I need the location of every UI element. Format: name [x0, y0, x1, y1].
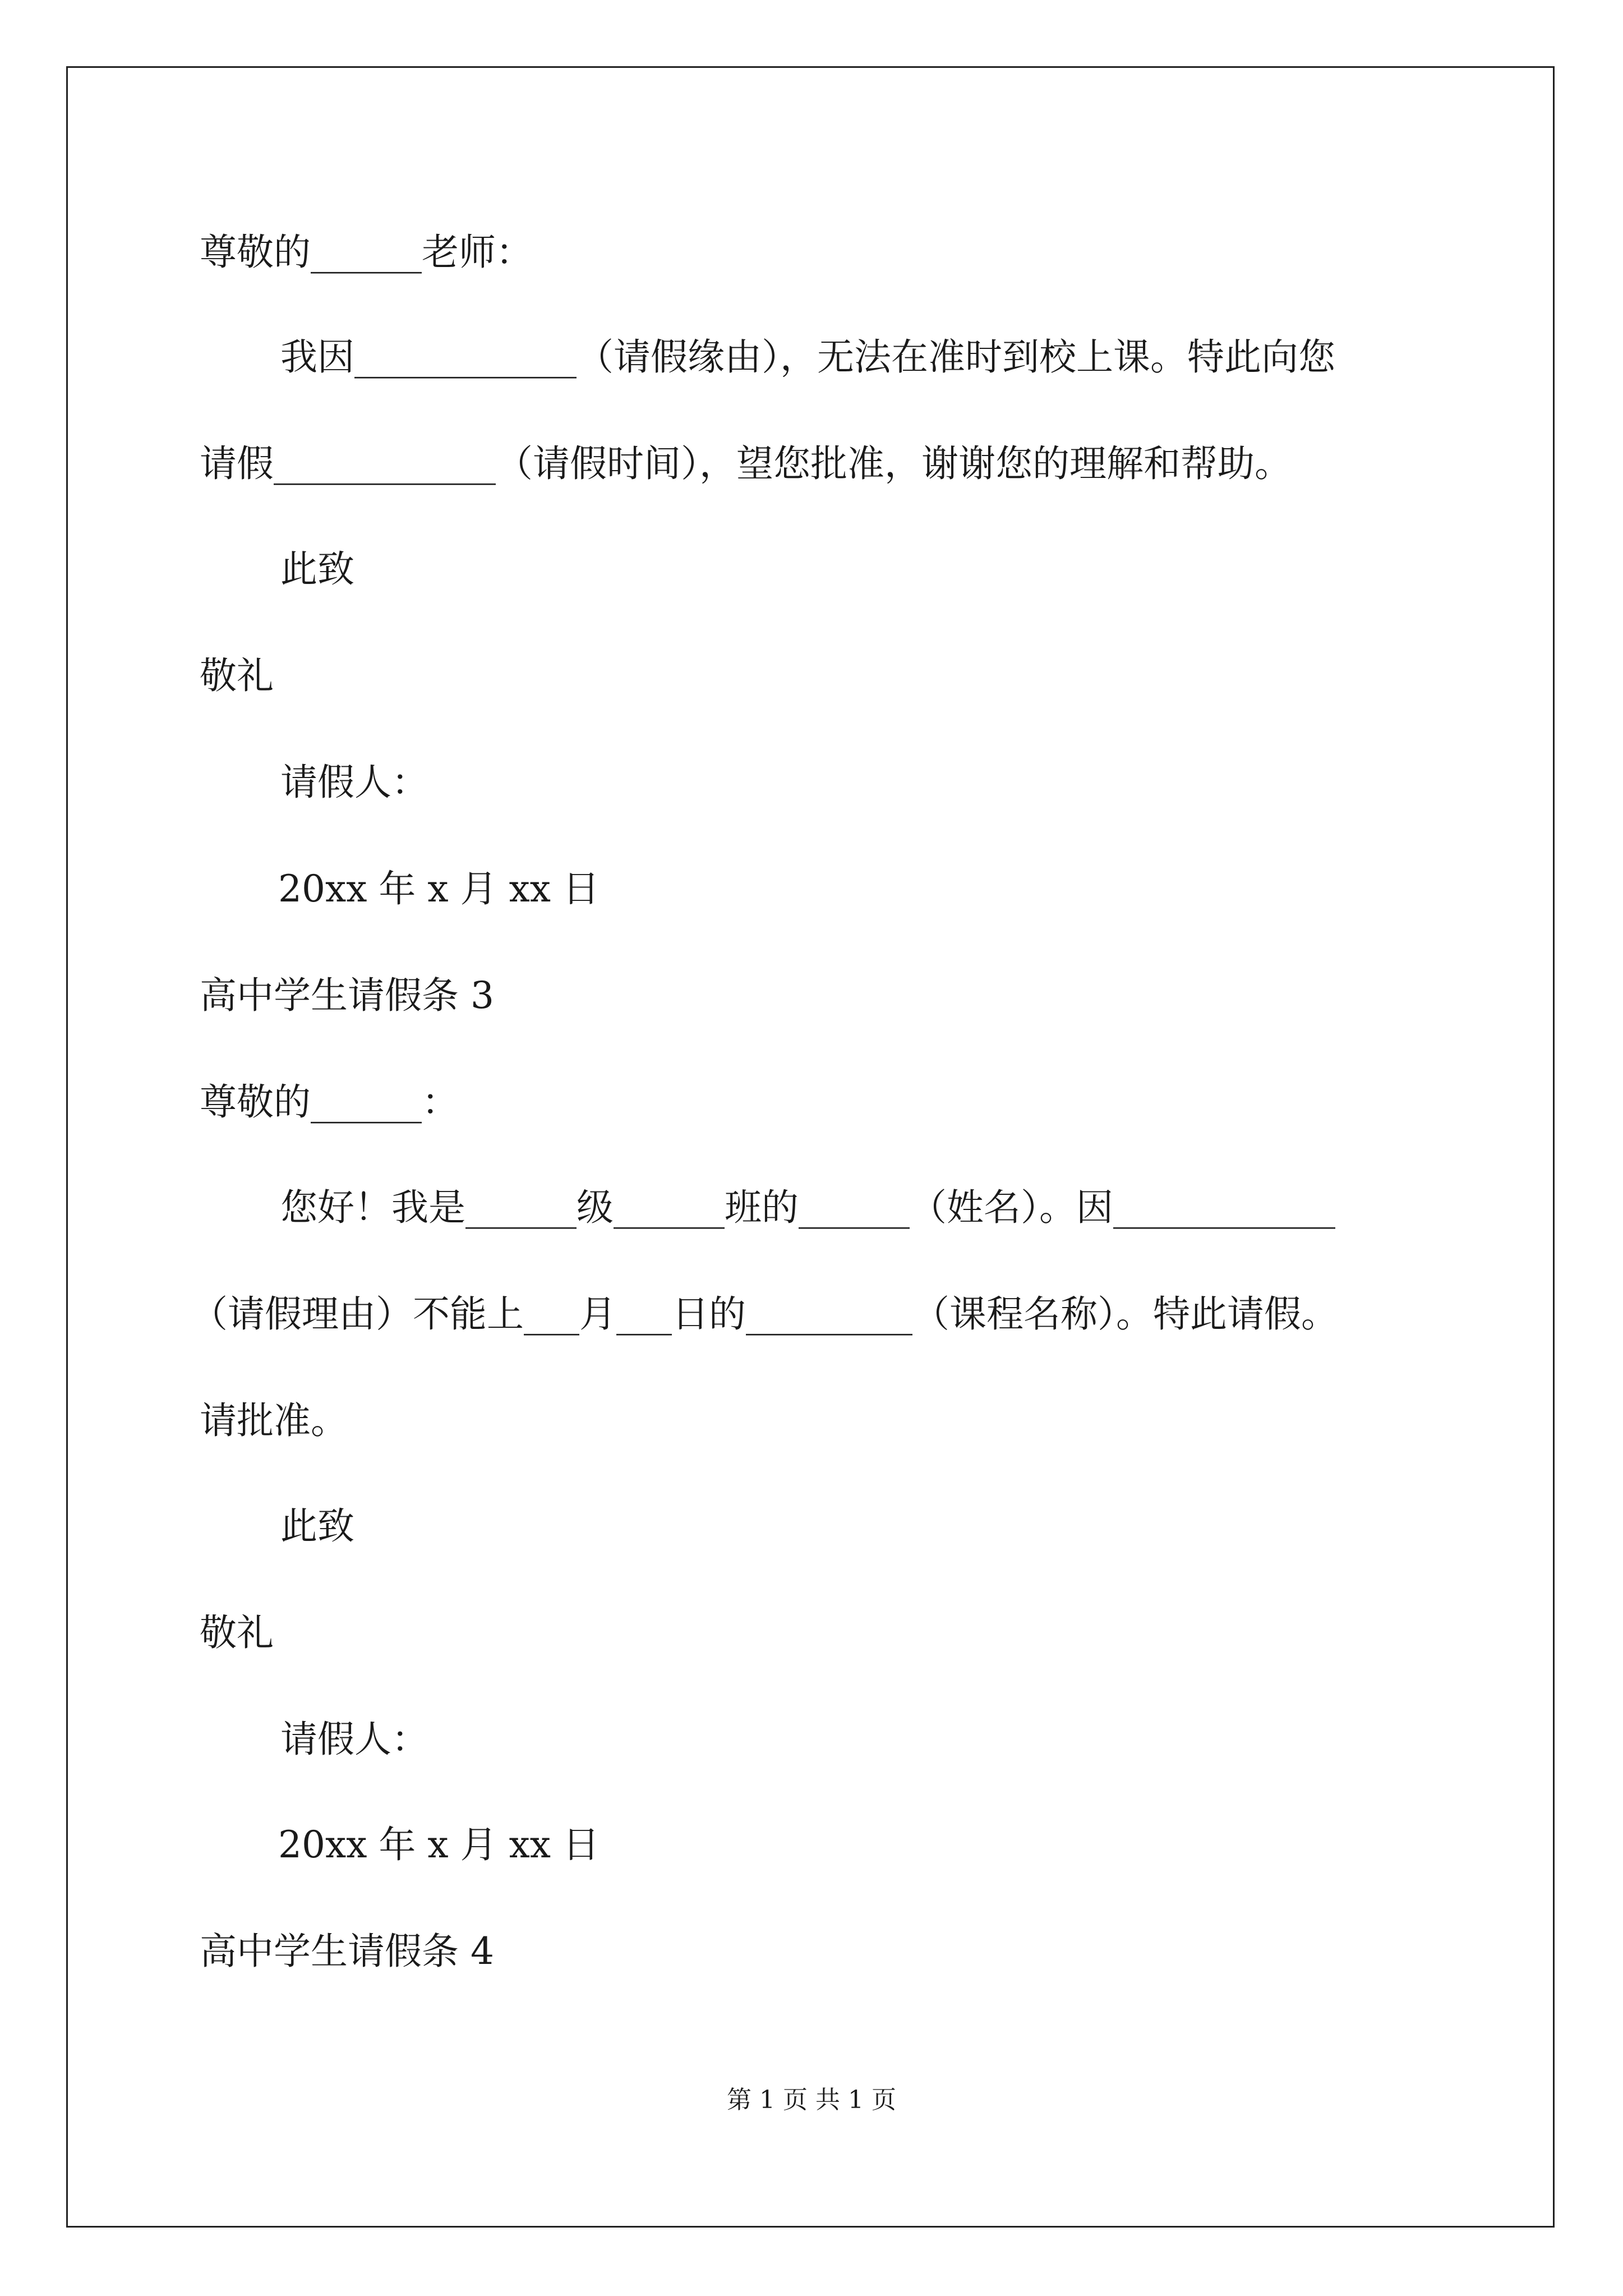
course-absence-sentence: （请假理由）不能上___月___日的_________（课程名称）。特此请假。 — [191, 1292, 1338, 1336]
leave-time-sentence: 请假____________（请假时间），望您批准，谢谢您的理解和帮助。 — [200, 442, 1292, 485]
date-line-2: 20xx 年 x 月 xx 日 — [278, 1823, 600, 1866]
date-line: 20xx 年 x 月 xx 日 — [278, 867, 600, 910]
signer-label-2: 请假人： — [280, 1718, 428, 1761]
page-number-footer: 第 1 页 共 1 页 — [727, 2086, 896, 2114]
closing-cizhi: 此致 — [280, 547, 354, 591]
closing-cizhi-2: 此致 — [280, 1504, 354, 1548]
salutation-blank: 尊敬的______： — [200, 1080, 459, 1124]
section-heading-4: 高中学生请假条 4 — [200, 1930, 494, 1973]
page-border — [66, 66, 1555, 2228]
student-intro-sentence: 您好！我是______级______班的______（姓名）。因____________ — [280, 1186, 1335, 1229]
salutation-teacher: 尊敬的______老师： — [200, 231, 533, 274]
request-approval: 请批准。 — [200, 1399, 348, 1442]
closing-jingli: 敬礼 — [200, 654, 274, 697]
section-heading-3: 高中学生请假条 3 — [200, 974, 494, 1017]
leave-reason-sentence: 我因____________（请假缘由），无法在准时到校上课。特此向您 — [280, 335, 1335, 379]
closing-jingli-2: 敬礼 — [200, 1611, 274, 1654]
signer-label: 请假人： — [280, 761, 428, 804]
